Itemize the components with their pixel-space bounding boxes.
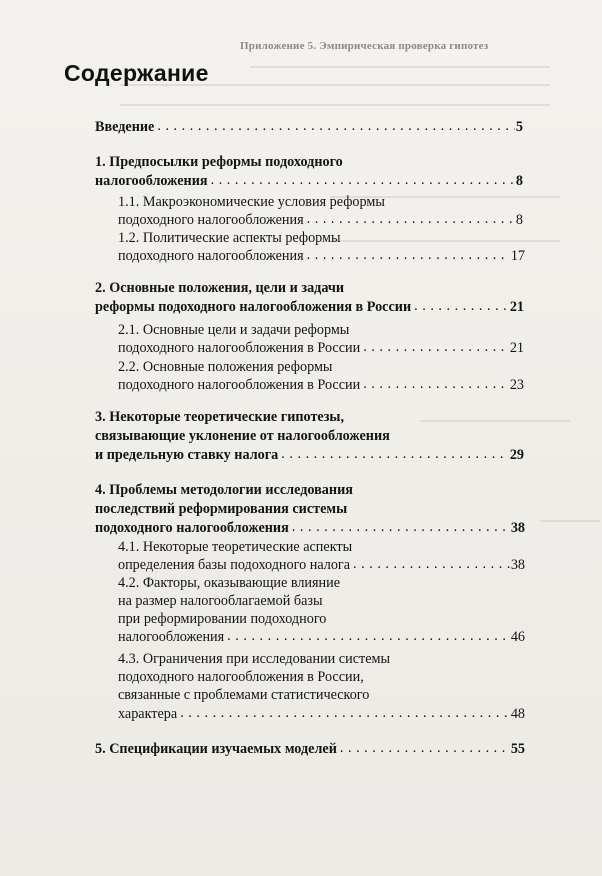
toc-entry-label: 4.2. Факторы, оказывающие влияние [118,575,341,591]
toc-entry-label: при реформировании подоходного [118,611,327,627]
toc-entry-label: подоходного налогообложения [118,248,304,264]
toc-entry-2-2-line2[interactable] [118,376,524,394]
toc-page-number: 38 [510,520,525,536]
toc-entry-label: 1. Предпосылки реформы подоходного [95,154,343,170]
toc-entry-label: 3. Некоторые теоретические гипотезы, [95,409,345,425]
toc-entry-1-line2[interactable] [95,172,523,190]
toc-entry-label: определения базы подоходного налога [118,557,351,573]
toc-entry-label: подоходного налогообложения [118,212,304,228]
toc-page-number: 55 [510,741,525,757]
toc-entry-2-1-line2[interactable] [118,339,524,357]
toc-page-number: 29 [509,447,524,463]
toc-leader-dots [307,211,515,229]
toc-leader-dots [307,247,510,265]
toc-entry-1-1-line2[interactable] [118,211,523,229]
bleed-through-line [250,66,550,68]
toc-entry-4-line3[interactable] [95,519,525,537]
toc-entry-4-2-line1[interactable] [118,574,340,592]
toc-entry-4-1-line1[interactable] [118,538,352,556]
toc-leader-dots [157,118,515,136]
toc-entry-5[interactable] [95,740,525,758]
toc-entry-label: 4.3. Ограничения при исследовании системы [118,651,391,667]
toc-entry-1-2-line1[interactable] [118,229,341,247]
toc-entry-label: характера [118,706,178,722]
toc-entry-label: 4. Проблемы методологии исследования [95,482,353,498]
toc-entry-1-2-line2[interactable] [118,247,525,265]
toc-entry-label: и предельную ставку налога [95,447,279,463]
toc-entry-label: налогообложения [95,173,208,189]
toc-entry-3-line3[interactable] [95,446,524,464]
toc-entry-1-1-line1[interactable] [118,193,385,211]
toc-entry-label: на размер налогооблагаемой базы [118,593,323,609]
toc-entry-4-2-line4[interactable] [118,628,525,646]
toc-leader-dots [281,446,509,464]
toc-entry-2-1-line1[interactable] [118,321,349,339]
toc-entry-2-line1[interactable] [95,279,344,297]
toc-leader-dots [414,298,509,316]
toc-entry-label: налогообложения [118,629,225,645]
toc-entry-label: последствий реформирования системы [95,501,348,517]
bleed-through-line [540,520,600,522]
toc-leader-dots [363,376,509,394]
toc-entry-label: связанные с проблемами статистического [118,687,370,703]
toc-entry-label: 1.2. Политические аспекты реформы [118,230,341,246]
toc-entry-label: подоходного налогообложения в России, [118,669,364,685]
toc-entry-label: подоходного налогообложения в России [118,340,361,356]
bleed-through-line [330,240,560,242]
toc-entry-4-3-line1[interactable] [118,650,390,668]
toc-page-number: 48 [510,706,525,722]
toc-entry-label: 2.2. Основные положения реформы [118,359,333,375]
toc-page-number: 38 [510,557,525,573]
toc-entry-label: 5. Спецификации изучаемых моделей [95,741,337,757]
toc-page-number: 8 [515,173,523,189]
toc-page-number: 46 [510,629,525,645]
toc-leader-dots [353,556,510,574]
toc-entry-4-line1[interactable] [95,481,353,499]
toc-entry-1-line1[interactable] [95,153,343,171]
toc-page-number: 23 [509,377,524,393]
toc-entry-4-3-line4[interactable] [118,705,525,723]
toc-entry-4-3-line3[interactable] [118,686,369,704]
toc-page-number: 17 [510,248,525,264]
toc-entry-4-3-line2[interactable] [118,668,364,686]
bleed-through-line [120,104,550,106]
toc-entry-label: 2.1. Основные цели и задачи реформы [118,322,350,338]
toc-leader-dots [340,740,510,758]
toc-entry-intro[interactable] [95,118,523,136]
toc-page-number: 21 [509,299,524,315]
toc-leader-dots [363,339,509,357]
toc-leader-dots [292,519,510,537]
bleed-through-line [420,420,570,422]
toc-entry-4-line2[interactable] [95,500,347,518]
toc-entry-label: подоходного налогообложения [95,520,289,536]
toc-entry-3-line2[interactable] [95,427,390,445]
toc-leader-dots [211,172,515,190]
page-title: Содержание [64,60,209,86]
toc-entry-2-line2[interactable] [95,298,524,316]
toc-entry-4-2-line3[interactable] [118,610,326,628]
toc-entry-label: связывающие уклонение от налогообложения [95,428,390,444]
toc-page-number: 8 [515,212,523,228]
toc-page-number: 21 [509,340,524,356]
bleed-through-heading: Приложение 5. Эмпирическая проверка гипотез [240,40,489,52]
toc-leader-dots [180,705,510,723]
toc-entry-label: 1.1. Макроэкономические условия реформы [118,194,385,210]
toc-entry-3-line1[interactable] [95,408,344,426]
toc-entry-label: 2. Основные положения, цели и задачи [95,280,345,296]
toc-entry-label: 4.1. Некоторые теоретические аспекты [118,539,353,555]
toc-page-number: 5 [515,119,523,135]
toc-entry-4-1-line2[interactable] [118,556,525,574]
toc-entry-label: Введение [95,119,155,135]
toc-entry-label: подоходного налогообложения в России [118,377,361,393]
toc-entry-label: реформы подоходного налогообложения в России [95,299,412,315]
toc-leader-dots [227,628,510,646]
toc-entry-2-2-line1[interactable] [118,358,332,376]
toc-entry-4-2-line2[interactable] [118,592,323,610]
